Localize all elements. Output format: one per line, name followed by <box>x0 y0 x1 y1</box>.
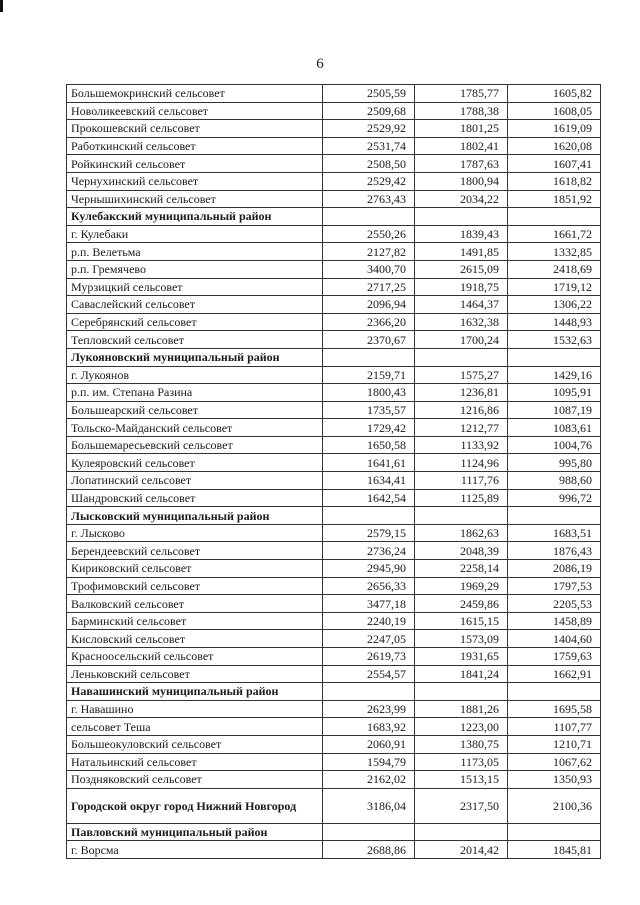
table-row <box>67 454 601 472</box>
value-cell-1: 1594,79 <box>323 753 415 771</box>
value-cell-1: 2159,71 <box>323 366 415 384</box>
value-cell-3: 1608,05 <box>508 102 601 120</box>
value-cell-2: 1513,15 <box>415 771 508 789</box>
value-cell-3: 1607,41 <box>508 155 601 173</box>
value-cell-1: 2370,67 <box>323 331 415 349</box>
table-row <box>67 384 601 402</box>
value-cell-1: 2240,19 <box>323 612 415 630</box>
value-cell-1: 2945,90 <box>323 560 415 578</box>
settlement-name-cell: Барминский сельсовет <box>67 612 323 630</box>
table-row <box>67 841 601 859</box>
value-cell-1 <box>323 208 415 226</box>
value-cell-2: 1969,29 <box>415 577 508 595</box>
settlement-name-cell: Кириковский сельсовет <box>67 560 323 578</box>
value-cell-1: 1650,58 <box>323 436 415 454</box>
value-cell-3 <box>508 507 601 525</box>
district-name-cell: Лукояновский муниципальный район <box>67 348 323 366</box>
value-cell-1: 2550,26 <box>323 225 415 243</box>
value-cell-3: 996,72 <box>508 489 601 507</box>
value-cell-3: 1429,16 <box>508 366 601 384</box>
settlement-name-cell: Прокошевский сельсовет <box>67 120 323 138</box>
settlement-name-cell: Серебрянский сельсовет <box>67 313 323 331</box>
value-cell-2: 1785,77 <box>415 85 508 103</box>
settlement-name-cell: Большеокуловский сельсовет <box>67 735 323 753</box>
settlement-name-cell: Кисловский сельсовет <box>67 630 323 648</box>
settlement-name-cell: Тепловский сельсовет <box>67 331 323 349</box>
value-cell-1 <box>323 823 415 841</box>
table-row <box>67 436 601 454</box>
value-cell-2: 2615,09 <box>415 260 508 278</box>
value-cell-1: 2579,15 <box>323 524 415 542</box>
value-cell-3: 1662,91 <box>508 665 601 683</box>
value-cell-1: 2366,20 <box>323 313 415 331</box>
table-row <box>67 296 601 314</box>
page-number: 6 <box>316 56 324 72</box>
value-cell-1 <box>323 683 415 701</box>
value-cell-1: 1735,57 <box>323 401 415 419</box>
value-cell-2: 2317,50 <box>415 788 508 823</box>
value-cell-2 <box>415 507 508 525</box>
value-cell-1: 3186,04 <box>323 788 415 823</box>
value-cell-1 <box>323 507 415 525</box>
value-cell-2: 1117,76 <box>415 472 508 490</box>
value-cell-3 <box>508 348 601 366</box>
value-cell-3: 1619,09 <box>508 120 601 138</box>
settlement-name-cell: Большемокринский сельсовет <box>67 85 323 103</box>
table-row <box>67 172 601 190</box>
settlement-name-cell: Валковский сельсовет <box>67 595 323 613</box>
table-row <box>67 771 601 789</box>
value-cell-3: 1605,82 <box>508 85 601 103</box>
table-row <box>67 225 601 243</box>
value-cell-1: 3400,70 <box>323 260 415 278</box>
value-cell-3: 2100,36 <box>508 788 601 823</box>
value-cell-1: 2529,42 <box>323 172 415 190</box>
table-row <box>67 489 601 507</box>
value-cell-1: 2554,57 <box>323 665 415 683</box>
table-row <box>67 137 601 155</box>
value-cell-2: 1491,85 <box>415 243 508 261</box>
value-cell-2: 1216,86 <box>415 401 508 419</box>
table-row <box>67 542 601 560</box>
value-cell-2: 1862,63 <box>415 524 508 542</box>
table-row <box>67 665 601 683</box>
table-row <box>67 243 601 261</box>
settlement-name-cell: Шандровский сельсовет <box>67 489 323 507</box>
value-cell-2: 1800,94 <box>415 172 508 190</box>
settlement-name-cell: р.п. Велетьма <box>67 243 323 261</box>
value-cell-1: 2508,50 <box>323 155 415 173</box>
settlement-name-cell: р.п. им. Степана Разина <box>67 384 323 402</box>
value-cell-2: 1575,27 <box>415 366 508 384</box>
value-cell-2: 1125,89 <box>415 489 508 507</box>
value-cell-3: 995,80 <box>508 454 601 472</box>
table-row <box>67 577 601 595</box>
table-row <box>67 85 601 103</box>
district-name-cell: Павловский муниципальный район <box>67 823 323 841</box>
value-cell-3: 2086,19 <box>508 560 601 578</box>
value-cell-2: 1700,24 <box>415 331 508 349</box>
value-cell-2: 1881,26 <box>415 700 508 718</box>
value-cell-3: 1107,77 <box>508 718 601 736</box>
value-cell-1: 2619,73 <box>323 648 415 666</box>
value-cell-2: 1212,77 <box>415 419 508 437</box>
value-cell-1: 1634,41 <box>323 472 415 490</box>
settlement-name-cell: Тольско-Майданский сельсовет <box>67 419 323 437</box>
value-cell-3: 1797,53 <box>508 577 601 595</box>
settlement-name-cell: Натальинский сельсовет <box>67 753 323 771</box>
value-cell-1: 2096,94 <box>323 296 415 314</box>
settlement-name-cell: Красноосельский сельсовет <box>67 648 323 666</box>
value-cell-3: 1306,22 <box>508 296 601 314</box>
value-cell-2: 1464,37 <box>415 296 508 314</box>
value-cell-2: 1632,38 <box>415 313 508 331</box>
value-cell-2: 2258,14 <box>415 560 508 578</box>
table-row <box>67 278 601 296</box>
value-cell-3: 1458,89 <box>508 612 601 630</box>
table-row <box>67 718 601 736</box>
settlement-name-cell: Ройкинский сельсовет <box>67 155 323 173</box>
value-cell-3 <box>508 208 601 226</box>
value-cell-2: 1841,24 <box>415 665 508 683</box>
value-cell-1: 2656,33 <box>323 577 415 595</box>
value-cell-2: 1173,05 <box>415 753 508 771</box>
value-cell-3: 1532,63 <box>508 331 601 349</box>
table-row <box>67 419 601 437</box>
settlement-name-cell: Трофимовский сельсовет <box>67 577 323 595</box>
table-row <box>67 612 601 630</box>
settlement-name-cell: Саваслейский сельсовет <box>67 296 323 314</box>
value-cell-3: 1095,91 <box>508 384 601 402</box>
value-cell-3: 2205,53 <box>508 595 601 613</box>
value-cell-2: 1801,25 <box>415 120 508 138</box>
district-header-row <box>67 507 601 525</box>
tariff-table <box>66 84 601 859</box>
district-header-row <box>67 823 601 841</box>
value-cell-3 <box>508 683 601 701</box>
value-cell-3: 1719,12 <box>508 278 601 296</box>
table-row <box>67 648 601 666</box>
settlement-name-cell: Чернышихинский сельсовет <box>67 190 323 208</box>
district-name-cell: Кулебакский муниципальный район <box>67 208 323 226</box>
district-name-cell: Лысковский муниципальный район <box>67 507 323 525</box>
settlement-name-cell: г. Лукоянов <box>67 366 323 384</box>
value-cell-1: 2162,02 <box>323 771 415 789</box>
settlement-name-cell: Берендеевский сельсовет <box>67 542 323 560</box>
value-cell-1: 1642,54 <box>323 489 415 507</box>
value-cell-3: 1845,81 <box>508 841 601 859</box>
value-cell-3: 2418,69 <box>508 260 601 278</box>
value-cell-2 <box>415 208 508 226</box>
value-cell-2: 1787,63 <box>415 155 508 173</box>
value-cell-2: 1802,41 <box>415 137 508 155</box>
value-cell-2: 1124,96 <box>415 454 508 472</box>
settlement-name-cell: Лопатинский сельсовет <box>67 472 323 490</box>
value-cell-1: 1683,92 <box>323 718 415 736</box>
value-cell-3: 1618,82 <box>508 172 601 190</box>
value-cell-2: 2014,42 <box>415 841 508 859</box>
table-body <box>67 85 601 859</box>
settlement-name-cell: Мурзицкий сельсовет <box>67 278 323 296</box>
value-cell-2: 2034,22 <box>415 190 508 208</box>
value-cell-1: 2247,05 <box>323 630 415 648</box>
value-cell-1: 2717,25 <box>323 278 415 296</box>
table-row <box>67 700 601 718</box>
district-header-row <box>67 683 601 701</box>
settlement-name-cell: Новоликеевский сельсовет <box>67 102 323 120</box>
value-cell-3: 1067,62 <box>508 753 601 771</box>
value-cell-3 <box>508 823 601 841</box>
value-cell-2: 1573,09 <box>415 630 508 648</box>
settlement-name-cell: г. Лысково <box>67 524 323 542</box>
value-cell-1: 2763,43 <box>323 190 415 208</box>
district-header-row <box>67 208 601 226</box>
value-cell-1: 2509,68 <box>323 102 415 120</box>
district-header-row <box>67 788 601 823</box>
table-row <box>67 630 601 648</box>
settlement-name-cell: Большемаресьевский сельсовет <box>67 436 323 454</box>
district-name-cell: Навашинский муниципальный район <box>67 683 323 701</box>
value-cell-3: 1350,93 <box>508 771 601 789</box>
value-cell-1: 3477,18 <box>323 595 415 613</box>
settlement-name-cell: г. Навашино <box>67 700 323 718</box>
value-cell-2: 1223,00 <box>415 718 508 736</box>
table-row <box>67 595 601 613</box>
value-cell-2: 1788,38 <box>415 102 508 120</box>
table-row <box>67 155 601 173</box>
settlement-name-cell: г. Кулебаки <box>67 225 323 243</box>
value-cell-3: 1332,85 <box>508 243 601 261</box>
value-cell-1: 2529,92 <box>323 120 415 138</box>
table-row <box>67 735 601 753</box>
value-cell-1: 2127,82 <box>323 243 415 261</box>
value-cell-2: 1615,15 <box>415 612 508 630</box>
settlement-name-cell: Чернухинский сельсовет <box>67 172 323 190</box>
table-row <box>67 560 601 578</box>
settlement-name-cell: г. Ворсма <box>67 841 323 859</box>
value-cell-2 <box>415 348 508 366</box>
table-row <box>67 753 601 771</box>
settlement-name-cell: Кулеяровский сельсовет <box>67 454 323 472</box>
value-cell-1: 2505,59 <box>323 85 415 103</box>
value-cell-2: 2459,86 <box>415 595 508 613</box>
value-cell-3: 1695,58 <box>508 700 601 718</box>
value-cell-3: 1683,51 <box>508 524 601 542</box>
table-row <box>67 524 601 542</box>
table-row <box>67 331 601 349</box>
value-cell-2: 1133,92 <box>415 436 508 454</box>
value-cell-1: 2736,24 <box>323 542 415 560</box>
value-cell-1: 2531,74 <box>323 137 415 155</box>
value-cell-3: 1876,43 <box>508 542 601 560</box>
value-cell-2: 1839,43 <box>415 225 508 243</box>
table-row <box>67 366 601 384</box>
table-row <box>67 102 601 120</box>
settlement-name-cell: Работкинский сельсовет <box>67 137 323 155</box>
scan-corner-mark <box>0 0 3 12</box>
value-cell-2: 1380,75 <box>415 735 508 753</box>
district-name-cell: Городской округ город Нижний Новгород <box>67 788 323 823</box>
value-cell-3: 1404,60 <box>508 630 601 648</box>
value-cell-3: 1620,08 <box>508 137 601 155</box>
table-row <box>67 472 601 490</box>
value-cell-2 <box>415 683 508 701</box>
value-cell-2: 1236,81 <box>415 384 508 402</box>
value-cell-2 <box>415 823 508 841</box>
table-row <box>67 120 601 138</box>
table-row <box>67 401 601 419</box>
settlement-name-cell: р.п. Гремячево <box>67 260 323 278</box>
value-cell-1: 1641,61 <box>323 454 415 472</box>
value-cell-3: 1851,92 <box>508 190 601 208</box>
value-cell-1: 2688,86 <box>323 841 415 859</box>
value-cell-2: 2048,39 <box>415 542 508 560</box>
value-cell-2: 1918,75 <box>415 278 508 296</box>
value-cell-3: 1661,72 <box>508 225 601 243</box>
value-cell-3: 1087,19 <box>508 401 601 419</box>
district-header-row <box>67 348 601 366</box>
value-cell-3: 1210,71 <box>508 735 601 753</box>
table-row <box>67 260 601 278</box>
settlement-name-cell: сельсовет Теша <box>67 718 323 736</box>
table-row <box>67 313 601 331</box>
value-cell-1: 2060,91 <box>323 735 415 753</box>
value-cell-3: 1448,93 <box>508 313 601 331</box>
value-cell-3: 1083,61 <box>508 419 601 437</box>
value-cell-1: 1729,42 <box>323 419 415 437</box>
value-cell-2: 1931,65 <box>415 648 508 666</box>
settlement-name-cell: Большеарский сельсовет <box>67 401 323 419</box>
value-cell-1: 1800,43 <box>323 384 415 402</box>
settlement-name-cell: Леньковский сельсовет <box>67 665 323 683</box>
value-cell-1: 2623,99 <box>323 700 415 718</box>
settlement-name-cell: Поздняковский сельсовет <box>67 771 323 789</box>
value-cell-1 <box>323 348 415 366</box>
value-cell-3: 988,60 <box>508 472 601 490</box>
value-cell-3: 1004,76 <box>508 436 601 454</box>
table-row <box>67 190 601 208</box>
value-cell-3: 1759,63 <box>508 648 601 666</box>
